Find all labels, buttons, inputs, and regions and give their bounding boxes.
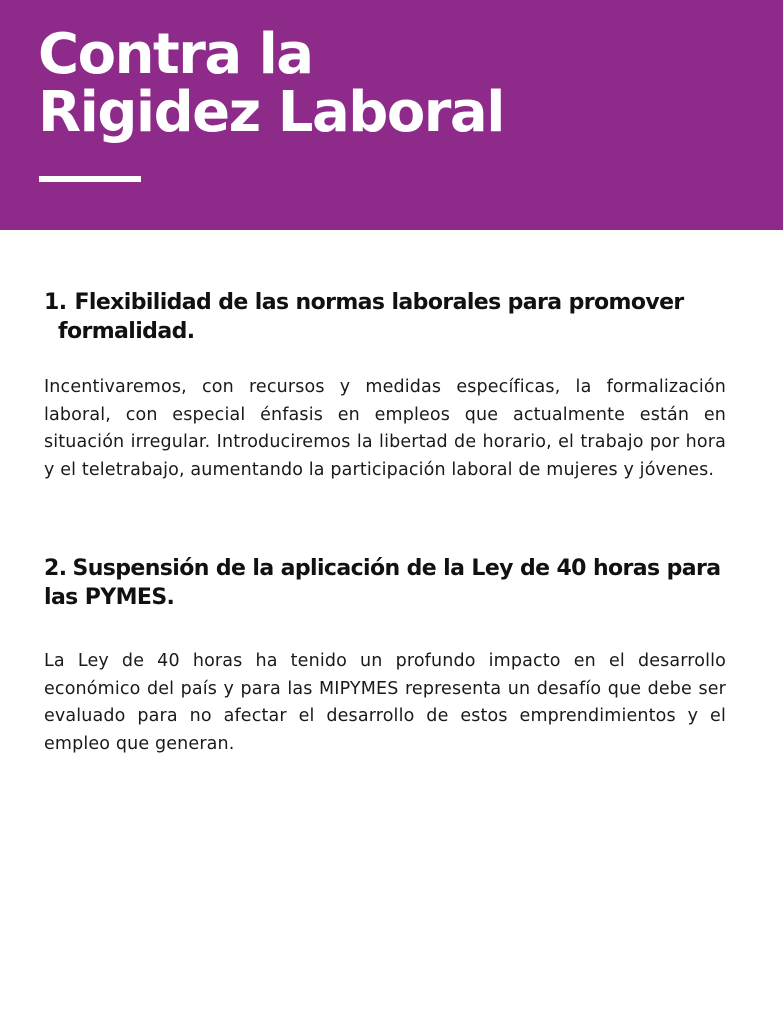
section-ley-40-horas [44, 554, 726, 758]
section-heading [44, 288, 726, 346]
section-number: 2. [44, 556, 67, 581]
page-title [38, 22, 738, 145]
page-title-line-2: Rigidez Laboral [38, 80, 504, 145]
section-body: Incentivaremos, con recursos y medidas específicas, la formalización laboral, con especial énfasis en empleos que actualmente están en situación irregular. Introduciremos la libertad de horario, el trabajo por hora y el teletrabajo, aumentando la participación laboral de mujeres y jóvenes. [44, 377, 726, 480]
section-heading-text: Suspensión de la aplicación de la Ley de 40 horas para las PYMES. [44, 556, 721, 610]
section-number: 1. [44, 290, 67, 315]
section-body: La Ley de 40 horas ha tenido un profundo impacto en el desarrollo económico del país y para las MIPYMES representa un desafío que debe ser evaluado para no afectar el desarrollo de estos emprendimientos y el empleo que generan. [44, 651, 726, 754]
header-banner [0, 0, 783, 230]
section-heading [44, 554, 726, 612]
section-flexibilidad [44, 288, 726, 484]
section-heading-text: Flexibilidad de las normas laborales para promover formalidad. [58, 290, 684, 344]
page-title-line-1: Contra la [38, 22, 313, 87]
title-underline [39, 176, 141, 182]
